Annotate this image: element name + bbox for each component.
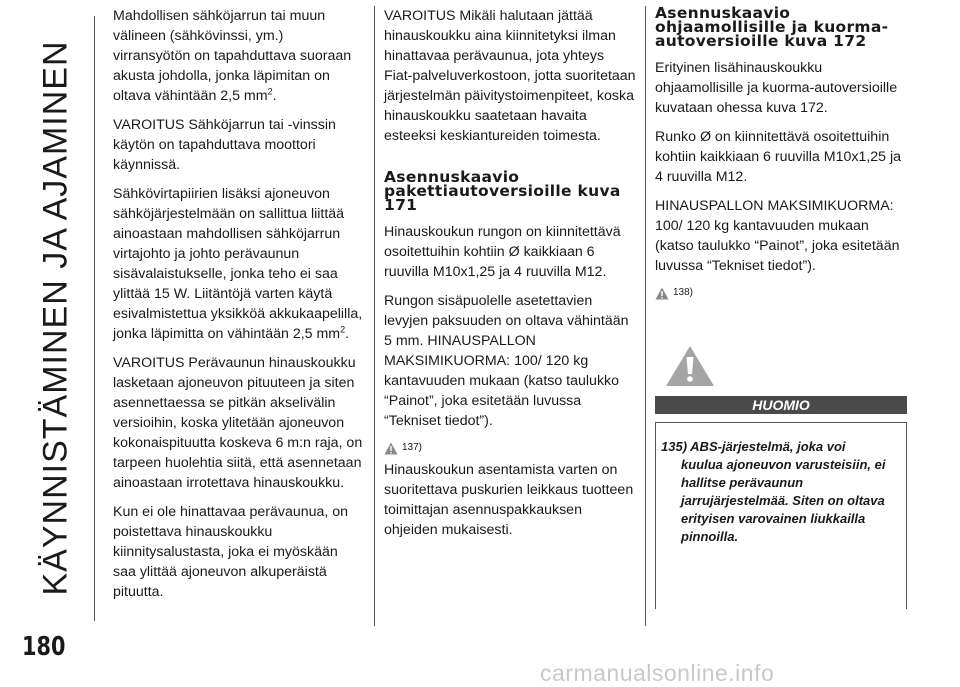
paragraph: Erityinen lisähinauskoukku ohjaamollisille ja kuorma-autoversioille kuvataan ohessa kuva 172. <box>655 60 898 116</box>
paragraph: HINAUSPALLON MAKSIMIKUORMA: 100/ 120 kg kantavuuden mukaan (katso taulukko “Painot”, joka esitetään luvussa “Tekniset tiedot”). <box>655 198 900 274</box>
paragraph: Mahdollisen sähköjarrun tai muun välineen (sähkövinssi, ym.) virransyötön on tapahduttava suoraan akusta johdolla, jonka läpimitan on oltava vähintään 2,5 $mm^2$. <box>113 8 352 104</box>
warning-title-bar: HUOMIO <box>655 396 907 414</box>
column-1 <box>113 6 363 611</box>
section-heading: Asennuskaavio ohjaamollisille ja kuorma-autoversioille kuva 172 <box>655 4 889 50</box>
warning-number: 135) <box>661 439 688 454</box>
paragraph: Kun ei ole hinattavaa perävaunua, on poistettava hinauskoukku kiinnitysalustasta, joka ei myöskään saa ylittää ajoneuvon alkuperäistä pituutta. <box>113 504 349 600</box>
warning-icon <box>655 287 669 300</box>
note-number: 138) <box>673 287 694 298</box>
warning-text-rest: kuulua ajoneuvon varusteisiin, ei hallitse perävaunun jarrujärjestelmää. Siten on oltava erityisen varovainen liukkailla pinnoilla. <box>681 457 886 544</box>
paragraph: VAROITUS Perävaunun hinauskoukku lasketaan ajoneuvon pituuteen ja siten asennettaessa se pitkän akselivälin versioihin, koska ylitetään ajoneuvon kokonaispituutta koskeva 6 m:n raja, on tarpeen huolehtia siitä, että asennetaan ainoastaan irrotettava hinauskoukku. <box>113 355 363 491</box>
note-reference[interactable] <box>655 285 907 301</box>
column-2 <box>384 6 636 549</box>
warning-icon <box>384 442 398 455</box>
paragraph: Hinauskoukun rungon on kiinnitettävä osoitettuihin kohtiin Ø kaikkiaan 6 ruuvilla M10x1,25 ja 4 ruuvilla M12. <box>384 224 621 280</box>
note-number: 137) <box>402 442 423 453</box>
side-divider <box>94 16 95 621</box>
warning-text <box>661 438 901 546</box>
paragraph: Rungon sisäpuolelle asetettavien levyjen paksuuden on oltava vähintään 5 mm. HINAUSPALLON MAKSIMIKUORMA: 100/ 120 kg kantavuuden mukaan (katso taulukko “Painot”, joka esitetään luvussa “Tekniset tiedot”). <box>384 293 629 429</box>
chapter-title: KÄYNNISTÄMINEN JA AJAMINEN <box>36 40 75 596</box>
column-divider <box>645 6 646 626</box>
page-number: 180 <box>22 632 66 662</box>
note-reference[interactable] <box>384 440 636 456</box>
watermark: carmanualsonline.info <box>540 660 775 686</box>
column-3 <box>655 6 907 305</box>
chapter-side-tab <box>24 18 88 618</box>
column-divider <box>374 6 375 626</box>
section-heading: Asennuskaavio pakettiautoversioille kuva 171 <box>384 168 621 214</box>
paragraph: VAROITUS Mikäli halutaan jättää hinauskoukku aina kiinnitetyksi ilman hinattavaa perävaunua, jota yhteys Fiat-palveluverkostoon, jotta suoritetaan järjestelmän päivitystoimenpiteet, koska hinauskoukku saatetaan havaita esteeksi keskiantureiden toimesta. <box>384 8 636 144</box>
paragraph: VAROITUS Sähköjarrun tai -vinssin käytön on tapahduttava moottori käynnissä. <box>113 117 336 173</box>
warning-icon <box>665 345 715 387</box>
paragraph: Hinauskoukun asentamista varten on suoritettava puskurien leikkaus tuotteen toimittajan asennuspakkauksen ohjeiden mukaisesti. <box>384 462 634 538</box>
paragraph: Runko Ø on kiinnitettävä osoitettuihin kohtiin kaikkiaan 6 ruuvilla M10x1,25 ja 4 ruuvilla M12. <box>655 129 902 185</box>
warning-text-first: ABS-järjestelmä, joka voi <box>690 439 846 454</box>
paragraph: Sähkövirtapiirien lisäksi ajoneuvon sähköjärjestelmään on sallittua liittää ainoastaan mahdollisen sähköjarrun virtajohto ja johto perävaunun sisävalaistukselle, jonka teho ei saa ylittää 15 W. Liitäntöjä varten käytä esivalmistettua yksikköä akkukaapelilla, jonka läpimitta on vähintään 2,5 $mm^2$. <box>113 186 363 342</box>
